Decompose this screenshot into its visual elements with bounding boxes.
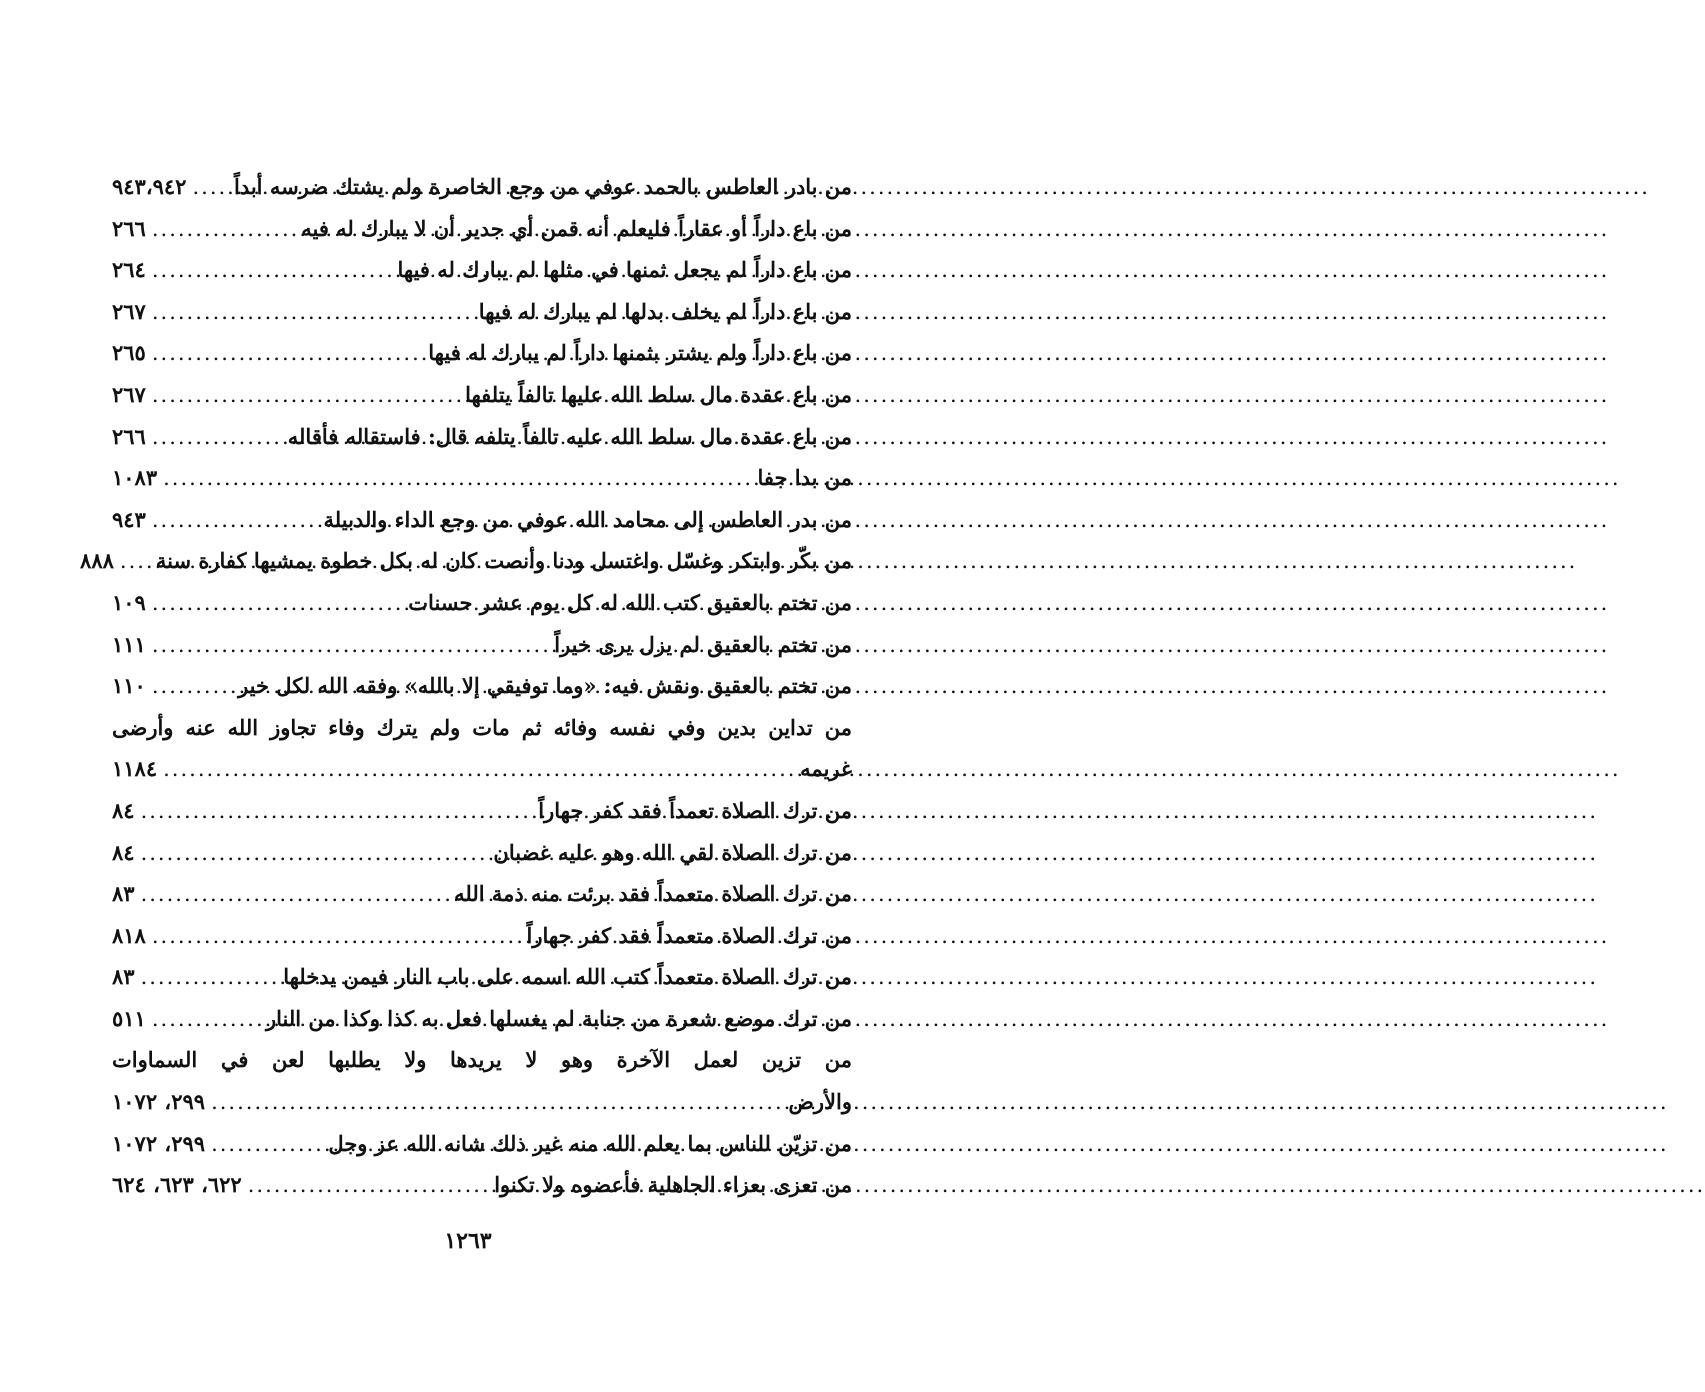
entry-page-ref: ٢٦٧ — [112, 298, 146, 324]
entry-text: من تختم بالعقيق ونقش فيه: «وما توفيقي إلا بالله» وفقه الله لكل خير — [238, 673, 852, 699]
index-entry — [112, 624, 852, 666]
entry-page-ref: ٥١١ — [112, 1005, 146, 1031]
entry-text: من بكّر وابتكر وغسّل واغتسل ودنا وأنصت كان له بكل خطوة يمشيها كفارة سنة — [155, 548, 852, 574]
entry-page-ref: ١١٨٤ — [112, 756, 158, 782]
index-entry — [112, 665, 852, 707]
entry-text: من بدا جفا — [757, 465, 852, 491]
entry-page-ref: ١٠٩ — [112, 589, 146, 615]
entry-text: من تعزى بعزاء الجاهلية فأعضوه ولا تكنوا — [494, 1172, 852, 1198]
page-number: ١٢٦٣ — [444, 1228, 492, 1254]
index-entry — [112, 291, 852, 333]
entry-text: من باع عقدة مال سلط الله عليها تالفاً يتلفها — [465, 381, 852, 407]
index-entry — [112, 1123, 852, 1165]
entry-text: من ترك موضع شعرة من جنابة لم يغسلها فعل به كذا وكذا من النار — [266, 1005, 852, 1031]
entry-text: من ترك الصلاة متعمداً فقد كفر جهاراً — [526, 922, 852, 948]
entry-text: من بادر العاطس بالحمد عوفي من وجع الخاصرة ولم يشتك ضرسه أبداً — [233, 174, 852, 199]
entry-text: غريمه — [800, 756, 852, 782]
index-entry — [112, 748, 852, 790]
entry-page-ref: ٨٣ — [112, 881, 135, 907]
leader-dots — [157, 458, 757, 500]
index-entry — [112, 374, 852, 416]
index-list — [80, 166, 852, 1206]
entry-text: من ترك الصلاة متعمداً كتب الله اسمه على باب النار فيمن يدخلها — [283, 964, 852, 990]
index-entry — [112, 499, 852, 541]
entry-text: من تداين بدين وفي نفسه وفائه ثم مات ولم يترك وفاء تجاوز الله عنه وأرضى — [112, 714, 852, 740]
index-entry — [112, 790, 852, 832]
leader-dots — [114, 541, 156, 583]
entry-page-ref: ٦٢٢، ٦٢٣، ٦٢٤ — [112, 1172, 242, 1198]
leader-dots — [146, 916, 527, 958]
leader-dots — [186, 167, 234, 209]
entry-text: والأرض — [788, 1089, 852, 1115]
index-entry — [112, 998, 852, 1040]
leader-dots — [242, 1165, 494, 1207]
entry-page-ref: ١١١ — [112, 631, 146, 657]
index-entry — [112, 582, 852, 624]
entry-page-ref: ٢٩٩، ١٠٧٢ — [112, 1130, 206, 1156]
leader-dots — [146, 209, 301, 251]
entry-page-ref: ٢٦٥ — [112, 340, 146, 366]
leader-dots — [135, 791, 539, 833]
index-entry — [112, 1039, 852, 1081]
leader-dots — [205, 1082, 788, 1124]
leader-dots — [146, 292, 479, 334]
index-entry — [112, 249, 852, 291]
entry-page-ref: ٢٦٦ — [112, 215, 146, 241]
leader-dots — [146, 333, 428, 375]
entry-text: من ترك الصلاة متعمداً فقد برئت منه ذمة الله — [454, 881, 852, 907]
entry-text: من باع داراً أو عقاراً فليعلم أنه قمن أي جدير أن لا يبارك له فيه — [301, 215, 852, 241]
entry-page-ref: ٨٤ — [112, 839, 135, 865]
leader-dots — [146, 375, 465, 417]
index-entry — [112, 332, 852, 374]
leader-dots — [146, 999, 266, 1041]
index-entry — [112, 166, 852, 208]
entry-text: من باع عقدة مال سلط الله عليه تالفاً يتلفه قال: فاستقاله فأقاله — [287, 423, 852, 449]
entry-page-ref: ٢٩٩، ١٠٧٢ — [112, 1089, 206, 1115]
leader-dots — [146, 625, 554, 667]
entry-text: من باع داراً لم يجعل ثمنها في مثلها لم يبارك له فيها — [397, 257, 852, 283]
entry-page-ref: ٨٨٨ — [80, 548, 114, 574]
entry-page-ref: ٩٤٣ — [112, 506, 146, 532]
entry-text: من تزين لعمل الآخرة وهو لا يريدها ولا يطلبها لعن في السماوات — [112, 1047, 852, 1073]
index-entry — [112, 457, 852, 499]
entry-page-ref: ١١٠ — [112, 673, 146, 699]
entry-page-ref: ٨٤ — [112, 797, 135, 823]
entry-text: من باع داراً لم يخلف بدلها لم يبارك له فيها — [478, 298, 852, 324]
index-entry — [112, 873, 852, 915]
leader-dots — [146, 583, 408, 625]
entry-page-ref: ٨١٨ — [112, 922, 146, 948]
entry-page-ref: ٨٣ — [112, 964, 135, 990]
leader-dots — [146, 500, 324, 542]
entry-text: من بدر العاطس إلى محامد الله عوفي من وجع الداء والدبيلة — [323, 506, 852, 532]
index-entry — [112, 707, 852, 749]
entry-page-ref: ٢٦٧ — [112, 381, 146, 407]
entry-text: من تختم بالعقيق كتب الله له كل يوم عشر حسنات — [408, 589, 852, 615]
index-entry — [112, 915, 852, 957]
leader-dots — [146, 417, 288, 459]
index-entry — [112, 1081, 852, 1123]
index-entry — [112, 1164, 852, 1206]
entry-text: من ترك الصلاة لقي الله وهو عليه غضبان — [493, 839, 852, 865]
leader-dots — [135, 957, 284, 999]
leader-dots — [135, 874, 455, 916]
leader-dots — [146, 250, 398, 292]
entry-text: من باع داراً ولم يشتر بثمنها داراً لم يبارك له فيها — [428, 340, 852, 366]
index-entry — [112, 416, 852, 458]
leader-dots — [146, 666, 238, 708]
entry-page-ref: ١٠٨٣ — [112, 465, 158, 491]
index-entry — [112, 208, 852, 250]
index-entry — [80, 540, 852, 582]
entry-text: من تزيّن للناس بما يعلم الله منه غير ذلك شانه الله عز وجل — [328, 1130, 852, 1156]
index-entry — [112, 832, 852, 874]
leader-dots — [135, 833, 494, 875]
entry-text: من ترك الصلاة تعمداً فقد كفر جهاراً — [538, 797, 852, 823]
leader-dots — [157, 749, 800, 791]
entry-text: من تختم بالعقيق لم يزل يرى خيراً — [554, 631, 852, 657]
entry-page-ref: ٩٤٣،٩٤٢ — [112, 174, 187, 199]
entry-page-ref: ٢٦٤ — [112, 257, 146, 283]
leader-dots — [205, 1124, 328, 1166]
index-entry — [112, 956, 852, 998]
entry-page-ref: ٢٦٦ — [112, 423, 146, 449]
